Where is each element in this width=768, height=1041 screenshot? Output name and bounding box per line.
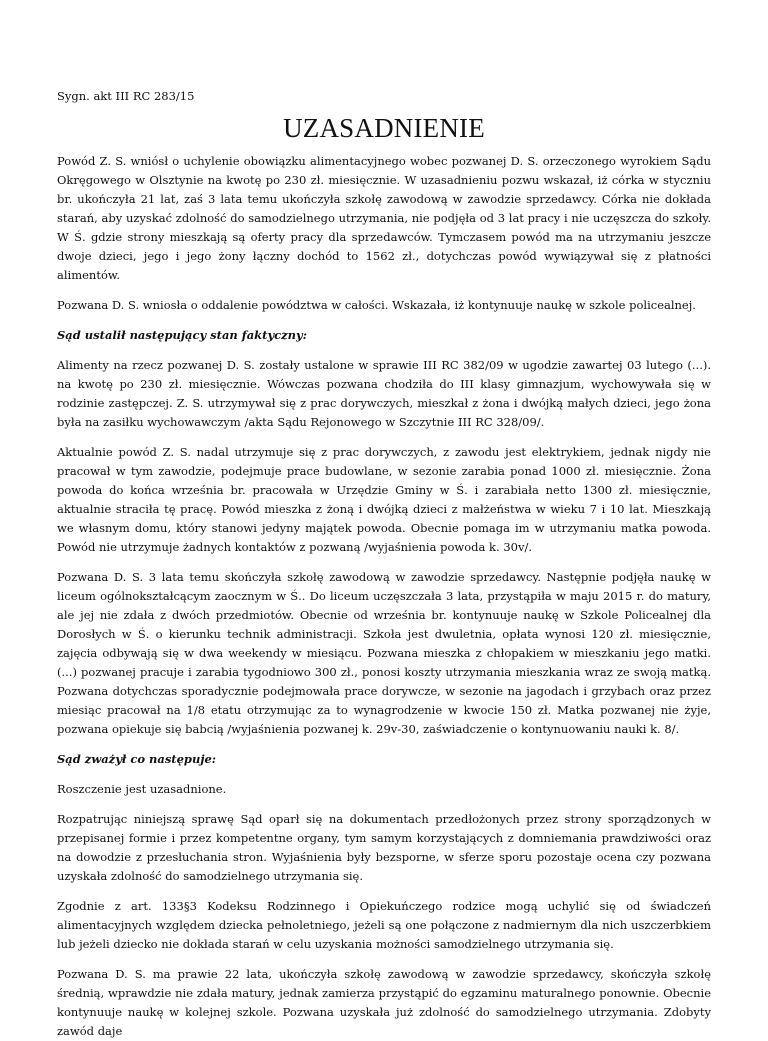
section-heading-considerations: Sąd zważył co następuje: [57, 752, 217, 766]
paragraph-legal-basis: Zgodnie z art. 133§3 Kodeksu Rodzinnego i Opiekuńczego rodzice mogą uchylić się od świadczeń alimentacyjnych względem dziecka pełnoletniego, jeżeli są one połączone z nadmiernym dla nich uszczerbkiem lub jeżeli dziecko nie dokłada starań w celu uzyskania możności samodzielnego utrzymania się. [57, 899, 711, 951]
paragraph-response: Pozwana D. S. wniosła o oddalenie powództwa w całości. Wskazała, iż kontynuuje naukę w szkole policealnej. [57, 298, 696, 312]
paragraph-claim: Powód Z. S. wniósł o uchylenie obowiązku alimentacyjnego wobec pozwanej D. S. orzeczonego wyrokiem Sądu Okręgowego w Olsztynie na kwotę po 230 zł. miesięcznie. W uzasadnieniu pozwu wskazał, iż córka w styczniu br. ukończyła 21 lat, zaś 3 lata temu ukończyła szkołę zawodową w zawodzie sprzedawcy. Córka nie dokłada starań, aby uzyskać zdolność do samodzielnego utrzymania, nie podjęła od 3 lat pracy i nie uczęszcza do szkoły. W Ś. gdzie strony mieszkają są oferty pracy dla sprzedawców. Tymczasem powód ma na utrzymaniu jeszcze dwoje dzieci, jego i jego żony łączny dochód to 1562 zł., dotychczas powód wywiązywał się z płatności alimentów. [57, 154, 711, 282]
document-title: UZASADNIENIE [283, 113, 485, 143]
paragraph-assessment: Pozwana D. S. ma prawie 22 lata, ukończyła szkołę zawodową w zawodzie sprzedawcy, skończyła szkołę średnią, wprawdzie nie zdała matury, jednak zamierza przystąpić do egzaminu maturalnego ponownie. Obecnie kontynuuje naukę w kolejnej szkole. Pozwana uzyskała już zdolność do samodzielnego utrzymania. Zdobyty zawód daje [57, 967, 711, 1038]
paragraph-claim-justified: Roszczenie jest uzasadnione. [57, 782, 227, 796]
paragraph-evidence: Rozpatrując niniejszą sprawę Sąd oparł się na dokumentach przedłożonych przez strony sporządzonych w przepisanej formie i przez kompetentne organy, tym samym korzystających z domniemania prawdziwości oraz na dowodzie z przesłuchania stron. Wyjaśnienia były bezsporne, w sferze sporu pozostaje ocena czy pozwana uzyskała zdolność do samodzielnego utrzymania się. [57, 812, 711, 883]
paragraph-alimony-history: Alimenty na rzecz pozwanej D. S. zostały ustalone w sprawie III RC 382/09 w ugodzie zawartej 03 lutego (...). na kwotę po 230 zł. miesięcznie. Wówczas pozwana chodziła do III klasy gimnazjum, wychowywała się w rodzinie zastępczej. Z. S. utrzymywał się z prac dorywczych, mieszkał z żona i dwójką małych dzieci, jego żona była na zasiłku wychowawczym /akta Sądu Rejonowego w Szczytnie III RC 328/09/. [57, 358, 711, 429]
paragraph-plaintiff-situation: Aktualnie powód Z. S. nadal utrzymuje się z prac dorywczych, z zawodu jest elektrykiem, jednak nigdy nie pracował w tym zawodzie, podejmuje prace budowlane, w sezonie zarabia ponad 1000 zł. miesięcznie. Żona powoda do końca września br. pracowała w Urzędzie Gminy w Ś. i zarabiała netto 1300 zł. miesięcznie, aktualnie straciła tę pracę. Powód mieszka z żoną i dwójką dzieci z małżeństwa w wieku 7 i 10 lat. Mieszkają we własnym domu, który stanowi jedyny majątek powoda. Obecnie pomaga im w utrzymaniu matka powoda. Powód nie utrzymuje żadnych kontaktów z pozwaną /wyjaśnienia powoda k. 30v/. [57, 445, 711, 554]
section-heading-facts: Sąd ustalił następujący stan faktyczny: [57, 328, 307, 342]
paragraph-defendant-situation: Pozwana D. S. 3 lata temu skończyła szkołę zawodową w zawodzie sprzedawcy. Następnie podjęła naukę w liceum ogólnokształcącym zaocznym w Ś.. Do liceum uczęszczała 3 lata, przystąpiła w maju 2015 r. do matury, ale jej nie zdała z dwóch przedmiotów. Obecnie od września br. kontynuuje naukę w Szkole Policealnej dla Dorosłych w Ś. o kierunku technik administracji. Szkoła jest dwuletnia, opłata wynosi 120 zł. miesięcznie, zajęcia odbywają się w dwa weekendy w miesiącu. Pozwana mieszka z chłopakiem w mieszkaniu jego matki. (...) pozwanej pracuje i zarabia tygodniowo 300 zł., ponosi koszty utrzymania mieszkania wraz ze swoją matką. Pozwana dotychczas sporadycznie podejmowała prace dorywcze, w sezonie na jagodach i grzybach oraz przez miesiąc pracował na 1/8 etatu otrzymując za to wynagrodzenie w kwocie 150 zł. Matka pozwanej nie żyje, pozwana opiekuje się babcią /wyjaśnienia pozwanej k. 29v-30, zaświadczenie o kontynuowaniu nauki k. 8/. [57, 570, 711, 736]
case-reference: Sygn. akt III RC 283/15 [57, 89, 195, 103]
